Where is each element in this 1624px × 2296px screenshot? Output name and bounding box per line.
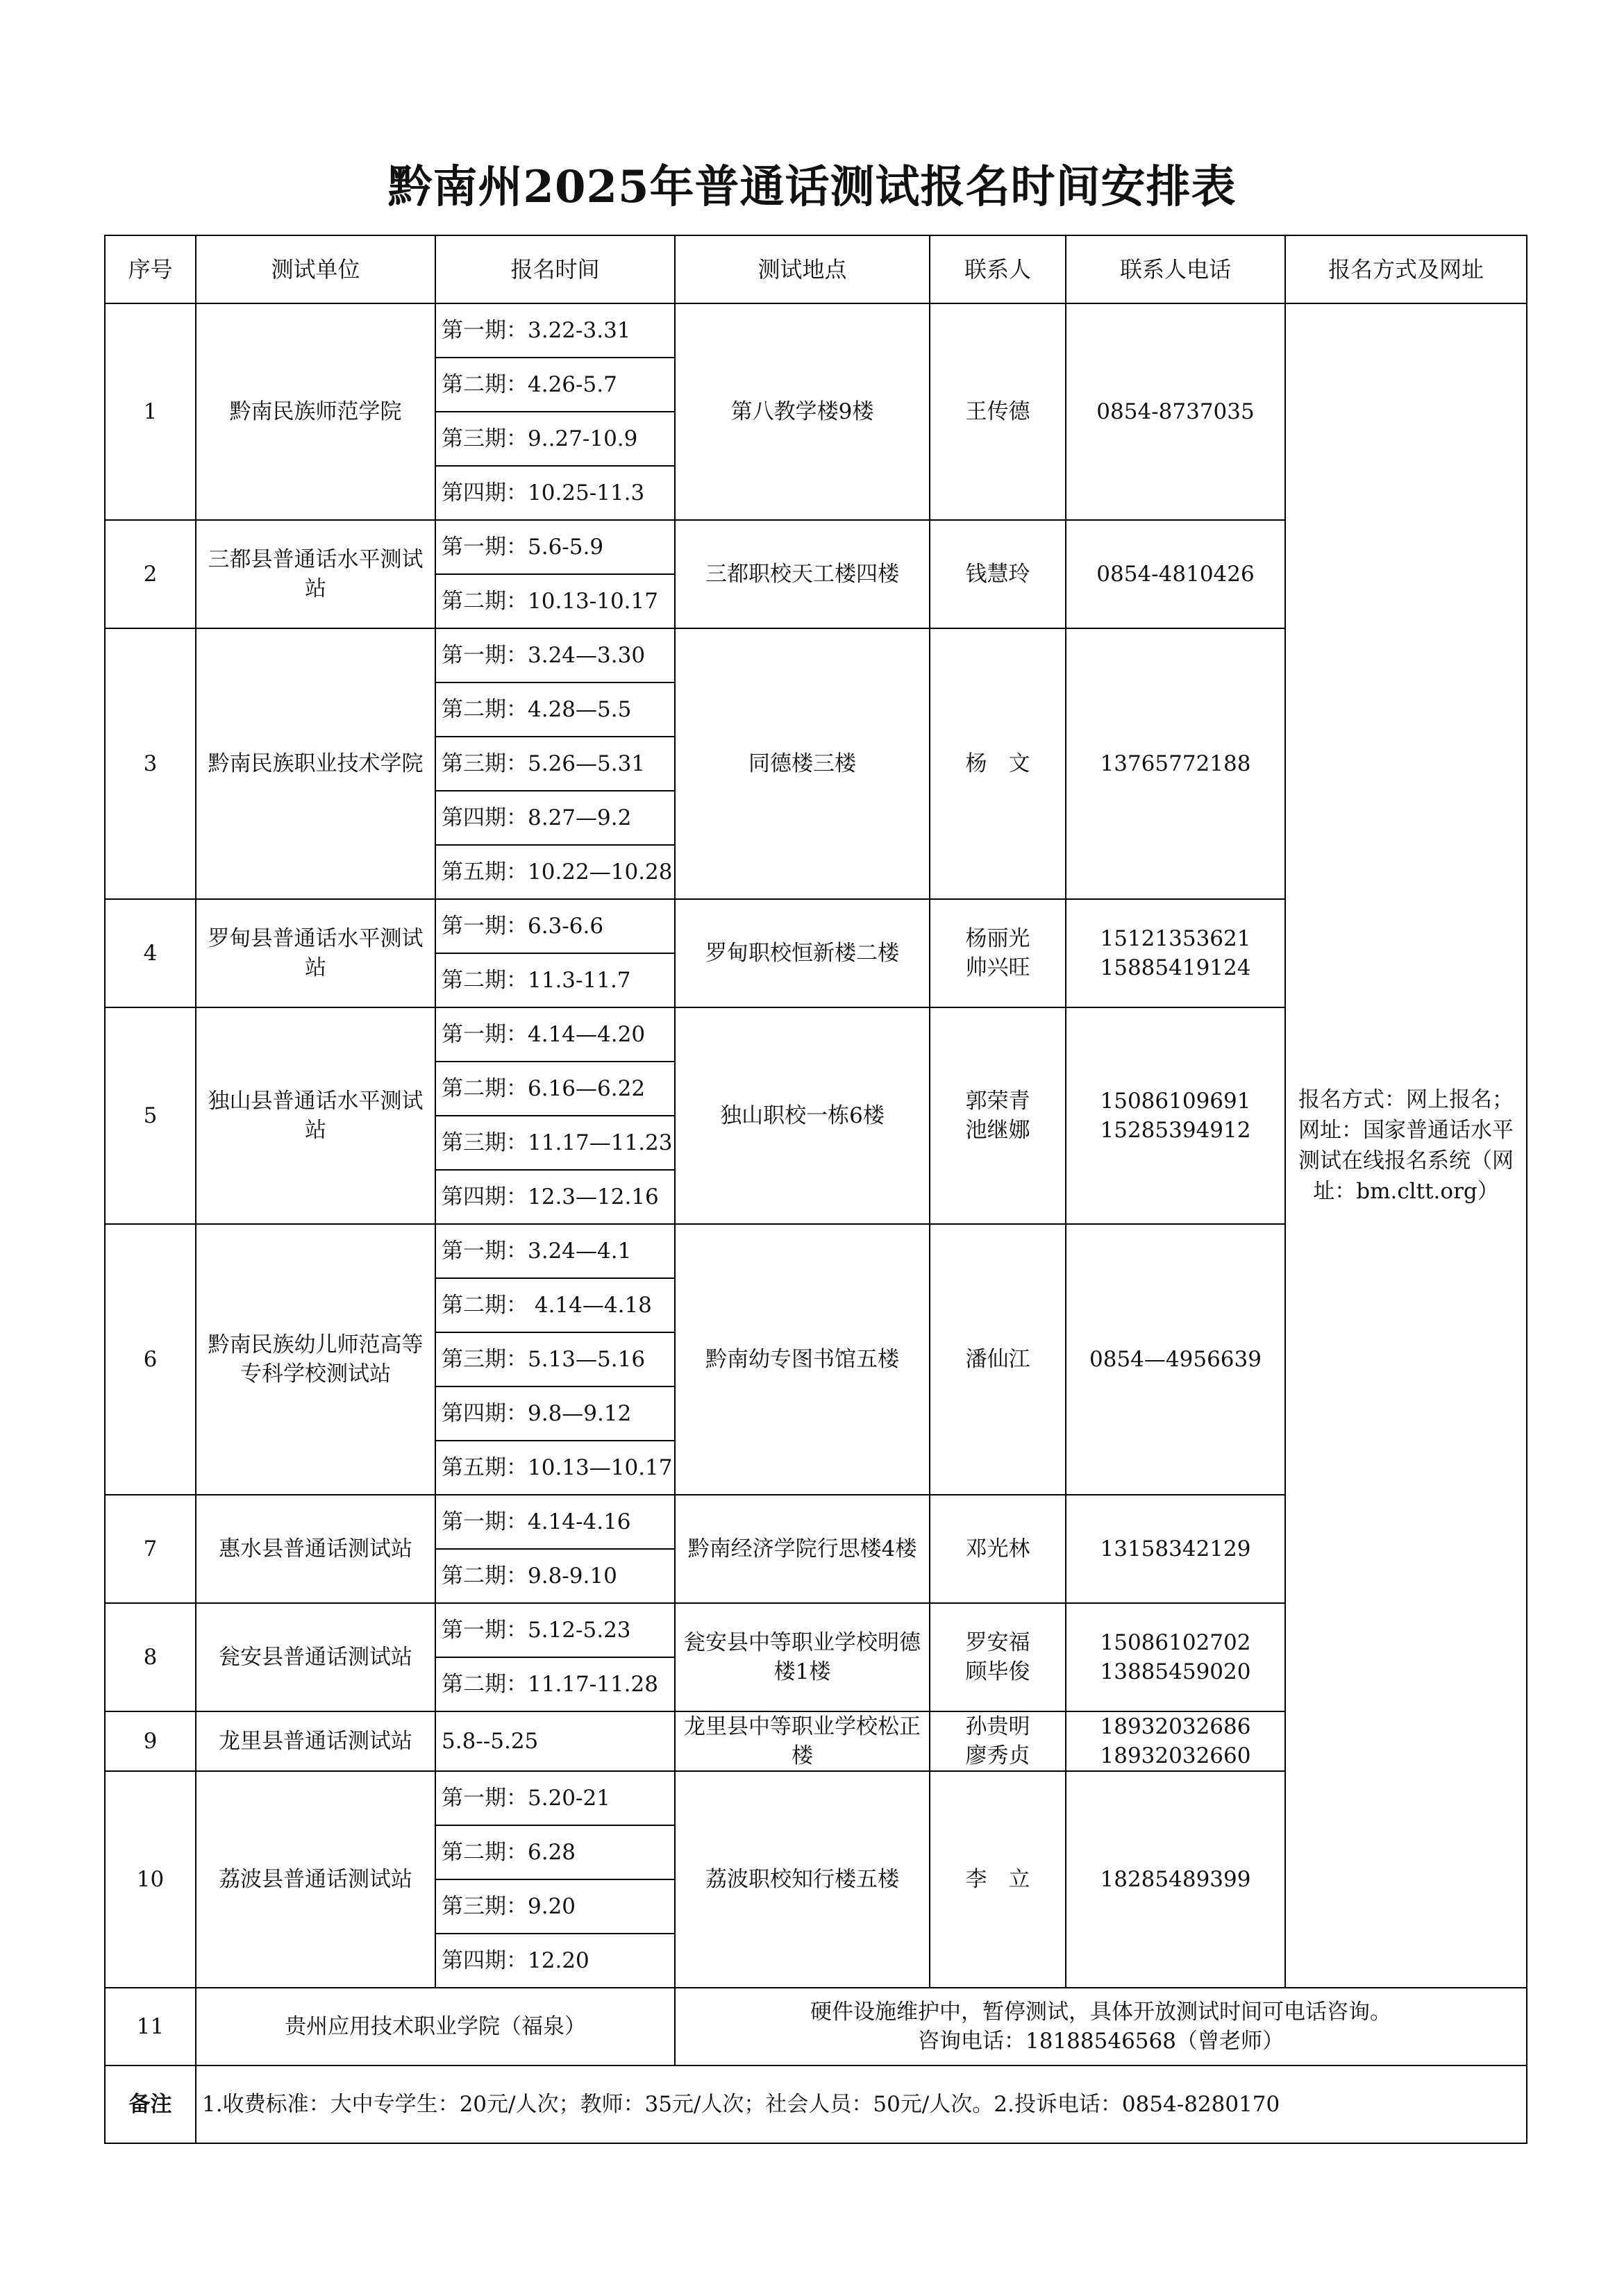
contact-phone-cell — [1066, 628, 1285, 899]
contact-phone: 15885419124 — [1100, 955, 1251, 980]
period: 第一期：5.12-5.23 — [435, 1603, 675, 1657]
period: 第四期：12.3—12.16 — [435, 1170, 675, 1224]
contact-phone: 0854-8737035 — [1096, 399, 1255, 424]
period: 第五期：10.13—10.17 — [435, 1441, 675, 1495]
contact-person-cell — [930, 520, 1066, 628]
period: 第二期：4.26-5.7 — [435, 358, 675, 412]
header-row — [105, 235, 1527, 303]
header-method: 报名方式及网址 — [1285, 235, 1527, 303]
remarks-label: 备注 — [105, 2065, 196, 2143]
period: 第一期：3.22-3.31 — [435, 303, 675, 358]
test-location: 第八教学楼9楼 — [675, 303, 930, 520]
contact-person-cell — [930, 1771, 1066, 1988]
period: 第一期：3.24—4.1 — [435, 1224, 675, 1278]
row-number: 9 — [105, 1711, 196, 1771]
row-number: 8 — [105, 1603, 196, 1711]
row-number: 2 — [105, 520, 196, 628]
contact-person-cell — [930, 1603, 1066, 1711]
contact-phone: 0854-4810426 — [1096, 562, 1255, 587]
test-unit: 罗甸县普通话水平测试站 — [196, 899, 435, 1007]
row-number: 1 — [105, 303, 196, 520]
test-unit: 贵州应用技术职业学院（福泉） — [196, 1988, 675, 2065]
remarks-row — [105, 2065, 1527, 2143]
period: 第二期：10.13-10.17 — [435, 574, 675, 628]
contact-person-cell — [930, 899, 1066, 1007]
contact-phone-cell — [1066, 520, 1285, 628]
period: 第四期：12.20 — [435, 1934, 675, 1988]
contact-person: 郭荣青 — [965, 1089, 1030, 1114]
period: 第二期：9.8-9.10 — [435, 1549, 675, 1603]
contact-person-cell — [930, 303, 1066, 520]
test-unit: 荔波县普通话测试站 — [196, 1771, 435, 1988]
contact-phone: 18932032686 — [1100, 1714, 1251, 1739]
period: 第一期：5.20-21 — [435, 1771, 675, 1825]
period: 第四期：9.8—9.12 — [435, 1386, 675, 1441]
contact-person-cell — [930, 628, 1066, 899]
contact-person: 顾毕俊 — [965, 1659, 1030, 1684]
table-row — [105, 303, 1527, 358]
test-unit: 黔南民族师范学院 — [196, 303, 435, 520]
contact-phone: 0854—4956639 — [1089, 1347, 1262, 1372]
contact-phone: 18285489399 — [1100, 1867, 1251, 1892]
test-unit: 惠水县普通话测试站 — [196, 1495, 435, 1603]
period: 5.8--5.25 — [435, 1711, 675, 1771]
contact-person: 池继娜 — [965, 1118, 1030, 1143]
header-location: 测试地点 — [675, 235, 930, 303]
period: 第二期：6.16—6.22 — [435, 1062, 675, 1116]
period: 第四期：8.27—9.2 — [435, 791, 675, 845]
contact-person-cell — [930, 1007, 1066, 1224]
period: 第二期： 4.14—4.18 — [435, 1278, 675, 1332]
contact-person: 杨丽光 — [965, 926, 1030, 951]
contact-person: 李 立 — [965, 1867, 1030, 1892]
period: 第二期：6.28 — [435, 1825, 675, 1879]
registration-method: 报名方式：网上报名；网址：国家普通话水平测试在线报名系统（网址：bm.cltt.org） — [1285, 303, 1527, 1988]
header-no: 序号 — [105, 235, 196, 303]
suspension-notice — [675, 1988, 1527, 2065]
period: 第三期：5.13—5.16 — [435, 1332, 675, 1386]
contact-person: 罗安福 — [965, 1630, 1030, 1655]
test-location: 荔波职校知行楼五楼 — [675, 1771, 930, 1988]
test-location: 黔南幼专图书馆五楼 — [675, 1224, 930, 1495]
period: 第三期：5.26—5.31 — [435, 737, 675, 791]
row-number: 5 — [105, 1007, 196, 1224]
period: 第二期：4.28—5.5 — [435, 682, 675, 737]
test-unit: 独山县普通话水平测试站 — [196, 1007, 435, 1224]
test-location: 罗甸职校恒新楼二楼 — [675, 899, 930, 1007]
remarks-text: 1.收费标准：大中专学生：20元/人次；教师：35元/人次；社会人员：50元/人次。2.投诉电话：0854-8280170 — [196, 2065, 1527, 2143]
period: 第三期：11.17—11.23 — [435, 1116, 675, 1170]
contact-person: 杨 文 — [965, 751, 1030, 776]
period: 第一期：4.14—4.20 — [435, 1007, 675, 1062]
contact-person: 孙贵明 — [965, 1714, 1030, 1739]
test-location: 龙里县中等职业学校松正楼 — [675, 1711, 930, 1771]
test-unit: 黔南民族职业技术学院 — [196, 628, 435, 899]
period: 第一期：3.24—3.30 — [435, 628, 675, 682]
test-unit: 黔南民族幼儿师范高等专科学校测试站 — [196, 1224, 435, 1495]
notice-line: 咨询电话：18188546568（曾老师） — [918, 2029, 1284, 2054]
test-location: 瓮安县中等职业学校明德楼1楼 — [675, 1603, 930, 1711]
contact-person: 钱慧玲 — [965, 562, 1030, 587]
notice-line: 硬件设施维护中，暂停测试，具体开放测试时间可电话咨询。 — [810, 2000, 1391, 2025]
period: 第二期：11.17-11.28 — [435, 1657, 675, 1711]
test-unit: 龙里县普通话测试站 — [196, 1711, 435, 1771]
table-row — [105, 1988, 1527, 2065]
row-number: 6 — [105, 1224, 196, 1495]
contact-phone: 15285394912 — [1100, 1118, 1251, 1143]
contact-phone: 13765772188 — [1100, 751, 1251, 776]
test-unit: 瓮安县普通话测试站 — [196, 1603, 435, 1711]
contact-phone: 18932032660 — [1100, 1743, 1251, 1768]
header-contact: 联系人 — [930, 235, 1066, 303]
period: 第一期：5.6-5.9 — [435, 520, 675, 574]
test-unit: 三都县普通话水平测试站 — [196, 520, 435, 628]
contact-person: 王传德 — [965, 399, 1030, 424]
contact-person: 廖秀贞 — [965, 1743, 1030, 1768]
contact-person-cell — [930, 1711, 1066, 1771]
contact-phone-cell — [1066, 1495, 1285, 1603]
test-location: 三都职校天工楼四楼 — [675, 520, 930, 628]
test-location: 黔南经济学院行思楼4楼 — [675, 1495, 930, 1603]
contact-phone-cell — [1066, 1007, 1285, 1224]
period: 第二期：11.3-11.7 — [435, 953, 675, 1007]
contact-phone-cell — [1066, 1224, 1285, 1495]
contact-person: 帅兴旺 — [965, 955, 1030, 980]
contact-phone: 15086109691 — [1100, 1089, 1251, 1114]
contact-phone-cell — [1066, 1711, 1285, 1771]
header-phone: 联系人电话 — [1066, 235, 1285, 303]
period: 第一期：4.14-4.16 — [435, 1495, 675, 1549]
contact-phone-cell — [1066, 1603, 1285, 1711]
contact-phone: 15121353621 — [1100, 926, 1251, 951]
contact-phone-cell — [1066, 303, 1285, 520]
header-unit: 测试单位 — [196, 235, 435, 303]
row-number: 10 — [105, 1771, 196, 1988]
row-number: 11 — [105, 1988, 196, 2065]
period: 第三期：9.20 — [435, 1879, 675, 1934]
contact-phone: 15086102702 — [1100, 1630, 1251, 1655]
contact-phone: 13158342129 — [1100, 1536, 1251, 1561]
page-title: 黔南州2025年普通话测试报名时间安排表 — [387, 161, 1237, 213]
contact-person: 潘仙江 — [965, 1347, 1030, 1372]
contact-person-cell — [930, 1224, 1066, 1495]
period: 第五期：10.22—10.28 — [435, 845, 675, 899]
header-period: 报名时间 — [435, 235, 675, 303]
row-number: 4 — [105, 899, 196, 1007]
contact-phone-cell — [1066, 1771, 1285, 1988]
contact-person-cell — [930, 1495, 1066, 1603]
row-number: 7 — [105, 1495, 196, 1603]
contact-phone: 13885459020 — [1100, 1659, 1251, 1684]
contact-phone-cell — [1066, 899, 1285, 1007]
test-location: 同德楼三楼 — [675, 628, 930, 899]
period: 第一期：6.3-6.6 — [435, 899, 675, 953]
contact-person: 邓光林 — [965, 1536, 1030, 1561]
period: 第三期：9..27-10.9 — [435, 412, 675, 466]
test-location: 独山职校一栋6楼 — [675, 1007, 930, 1224]
schedule-table — [104, 235, 1527, 2144]
period: 第四期：10.25-11.3 — [435, 466, 675, 520]
row-number: 3 — [105, 628, 196, 899]
